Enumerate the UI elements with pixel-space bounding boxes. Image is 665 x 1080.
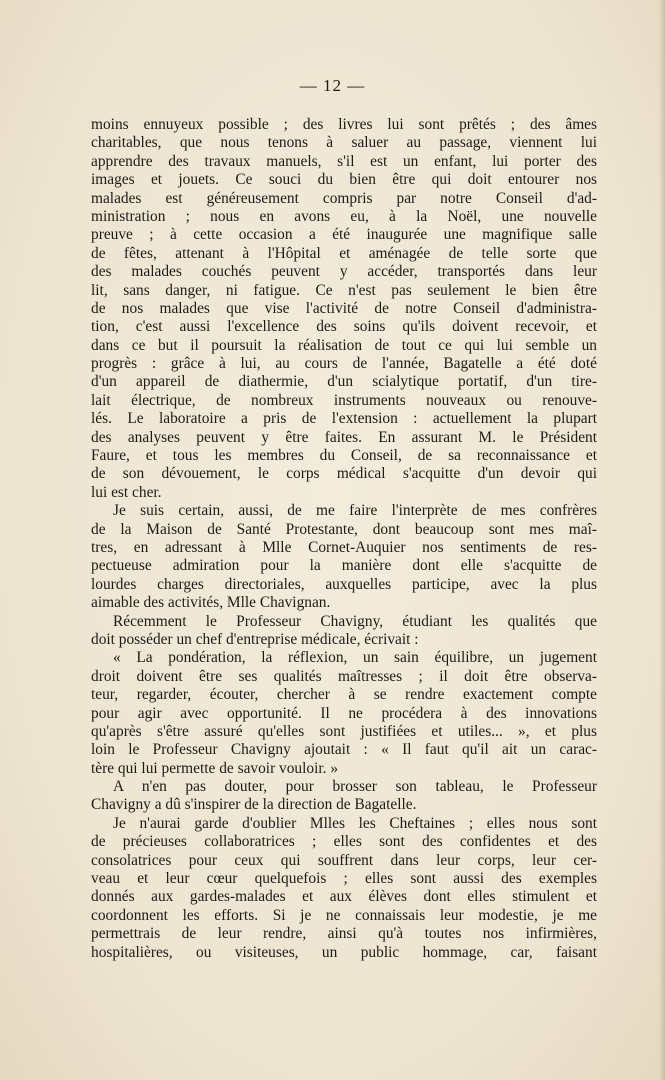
text-line: charitables, que nous tenons à saluer au passage, viennent lui: [91, 134, 597, 152]
text-line: doit posséder un chef d'entreprise médicale, écrivait :: [91, 630, 419, 648]
text-line: lit, sans danger, ni fatigue. Ce n'est pas seulement le bien être: [91, 281, 597, 299]
text-line: de la Maison de Santé Protestante, dont beaucoup sont mes maî-: [91, 520, 597, 538]
text-line: ministration ; nous en avons eu, à la Noël, une nouvelle: [91, 207, 597, 225]
text-line: consolatrices pour ceux qui souffrent dans leur corps, leur cer-: [91, 851, 597, 869]
text-line: de nos malades que vise l'activité de notre Conseil d'administra-: [91, 299, 597, 317]
text-line: donnés aux gardes-malades et aux élèves dont elles stimulent et: [91, 888, 597, 906]
text-line: pectueuse admiration pour la manière dont elle s'acquitte de: [91, 557, 597, 575]
text-line: images et jouets. Ce souci du bien être qui doit entourer nos: [91, 171, 597, 189]
text-line: lait électrique, de nombreux instruments nouveaux ou renouve-: [91, 391, 597, 409]
text-line: qu'après s'être assuré qu'elles sont justifiées et utiles... », et plus: [91, 722, 597, 740]
text-line: apprendre des travaux manuels, s'il est un enfant, lui porter des: [91, 152, 597, 170]
text-line: preuve ; à cette occasion a été inaugurée une magnifique salle: [91, 226, 597, 244]
text-line: aimable des activités, Mlle Chavignan.: [91, 594, 331, 612]
text-line: pour agir avec opportunité. Il ne procédera à des innovations: [91, 704, 597, 722]
text-line: permettrais de leur rendre, ainsi qu'à toutes nos infirmières,: [91, 925, 597, 943]
body-text: [91, 116, 597, 962]
text-line: d'un appareil de diathermie, d'un scialytique portatif, d'un tire-: [91, 373, 597, 391]
text-line: tère qui lui permette de savoir vouloir. »: [91, 759, 339, 777]
text-line: de son dévouement, le corps médical s'acquitte d'un devoir qui: [91, 465, 597, 483]
text-line: tion, c'est aussi l'excellence des soins qu'ils doivent recevoir, et: [91, 318, 597, 336]
text-line: Je suis certain, aussi, de me faire l'interprète de mes confrères: [113, 502, 597, 520]
text-line: lourdes charges directoriales, auxquelles participe, avec la plus: [91, 575, 597, 593]
text-line: tres, en adressant à Mlle Cornet-Auquier nos sentiments de res-: [91, 538, 597, 556]
text-line: Récemment le Professeur Chavigny, étudiant les qualités que: [113, 612, 597, 630]
page-edge-shadow: [659, 0, 665, 1080]
text-line: dans ce but il poursuit la réalisation de tout ce qui lui semble un: [91, 336, 597, 354]
text-line: des analyses peuvent y être faites. En assurant M. le Président: [91, 428, 597, 446]
text-line: veau et leur cœur quelquefois ; elles sont aussi des exemples: [91, 870, 597, 888]
text-line: de précieuses collaboratrices ; elles sont des confidentes et des: [91, 833, 597, 851]
text-line: Je n'aurai garde d'oublier Mlles les Cheftaines ; elles nous sont: [113, 814, 597, 832]
text-line: des malades couchés peuvent y accéder, transportés dans leur: [91, 263, 597, 281]
text-line: loin le Professeur Chavigny ajoutait : « Il faut qu'il ait un carac-: [91, 741, 597, 759]
page-number: — 12 —: [299, 76, 366, 95]
text-line: Faure, et tous les membres du Conseil, de sa reconnaissance et: [91, 447, 597, 465]
text-line: malades est généreusement compris par notre Conseil d'ad-: [91, 189, 597, 207]
text-line: moins ennuyeux possible ; des livres lui sont prêtés ; des âmes: [91, 116, 597, 133]
text-line: « La pondération, la réflexion, un sain équilibre, un jugement: [113, 649, 597, 667]
text-line: Chavigny a dû s'inspirer de la direction de Bagatelle.: [91, 796, 417, 814]
text-line: droit doivent être ses qualités maîtresses ; il doit être observa-: [91, 667, 597, 685]
text-line: hospitalières, ou visiteuses, un public hommage, car, faisant: [91, 943, 597, 961]
text-line: de fêtes, attenant à l'Hôpital et aménagée de telle sorte que: [91, 244, 597, 262]
text-line: A n'en pas douter, pour brosser son tableau, le Professeur: [113, 778, 597, 796]
text-line: lés. Le laboratoire a pris de l'extension : actuellement la plupart: [91, 410, 597, 428]
text-line: teur, regarder, écouter, chercher à se rendre exactement compte: [91, 686, 597, 704]
text-line: lui est cher.: [91, 483, 162, 501]
text-line: progrès : grâce à lui, au cours de l'année, Bagatelle a été doté: [91, 355, 597, 373]
text-line: coordonnent les efforts. Si je ne connaissais leur modestie, je me: [91, 906, 597, 924]
